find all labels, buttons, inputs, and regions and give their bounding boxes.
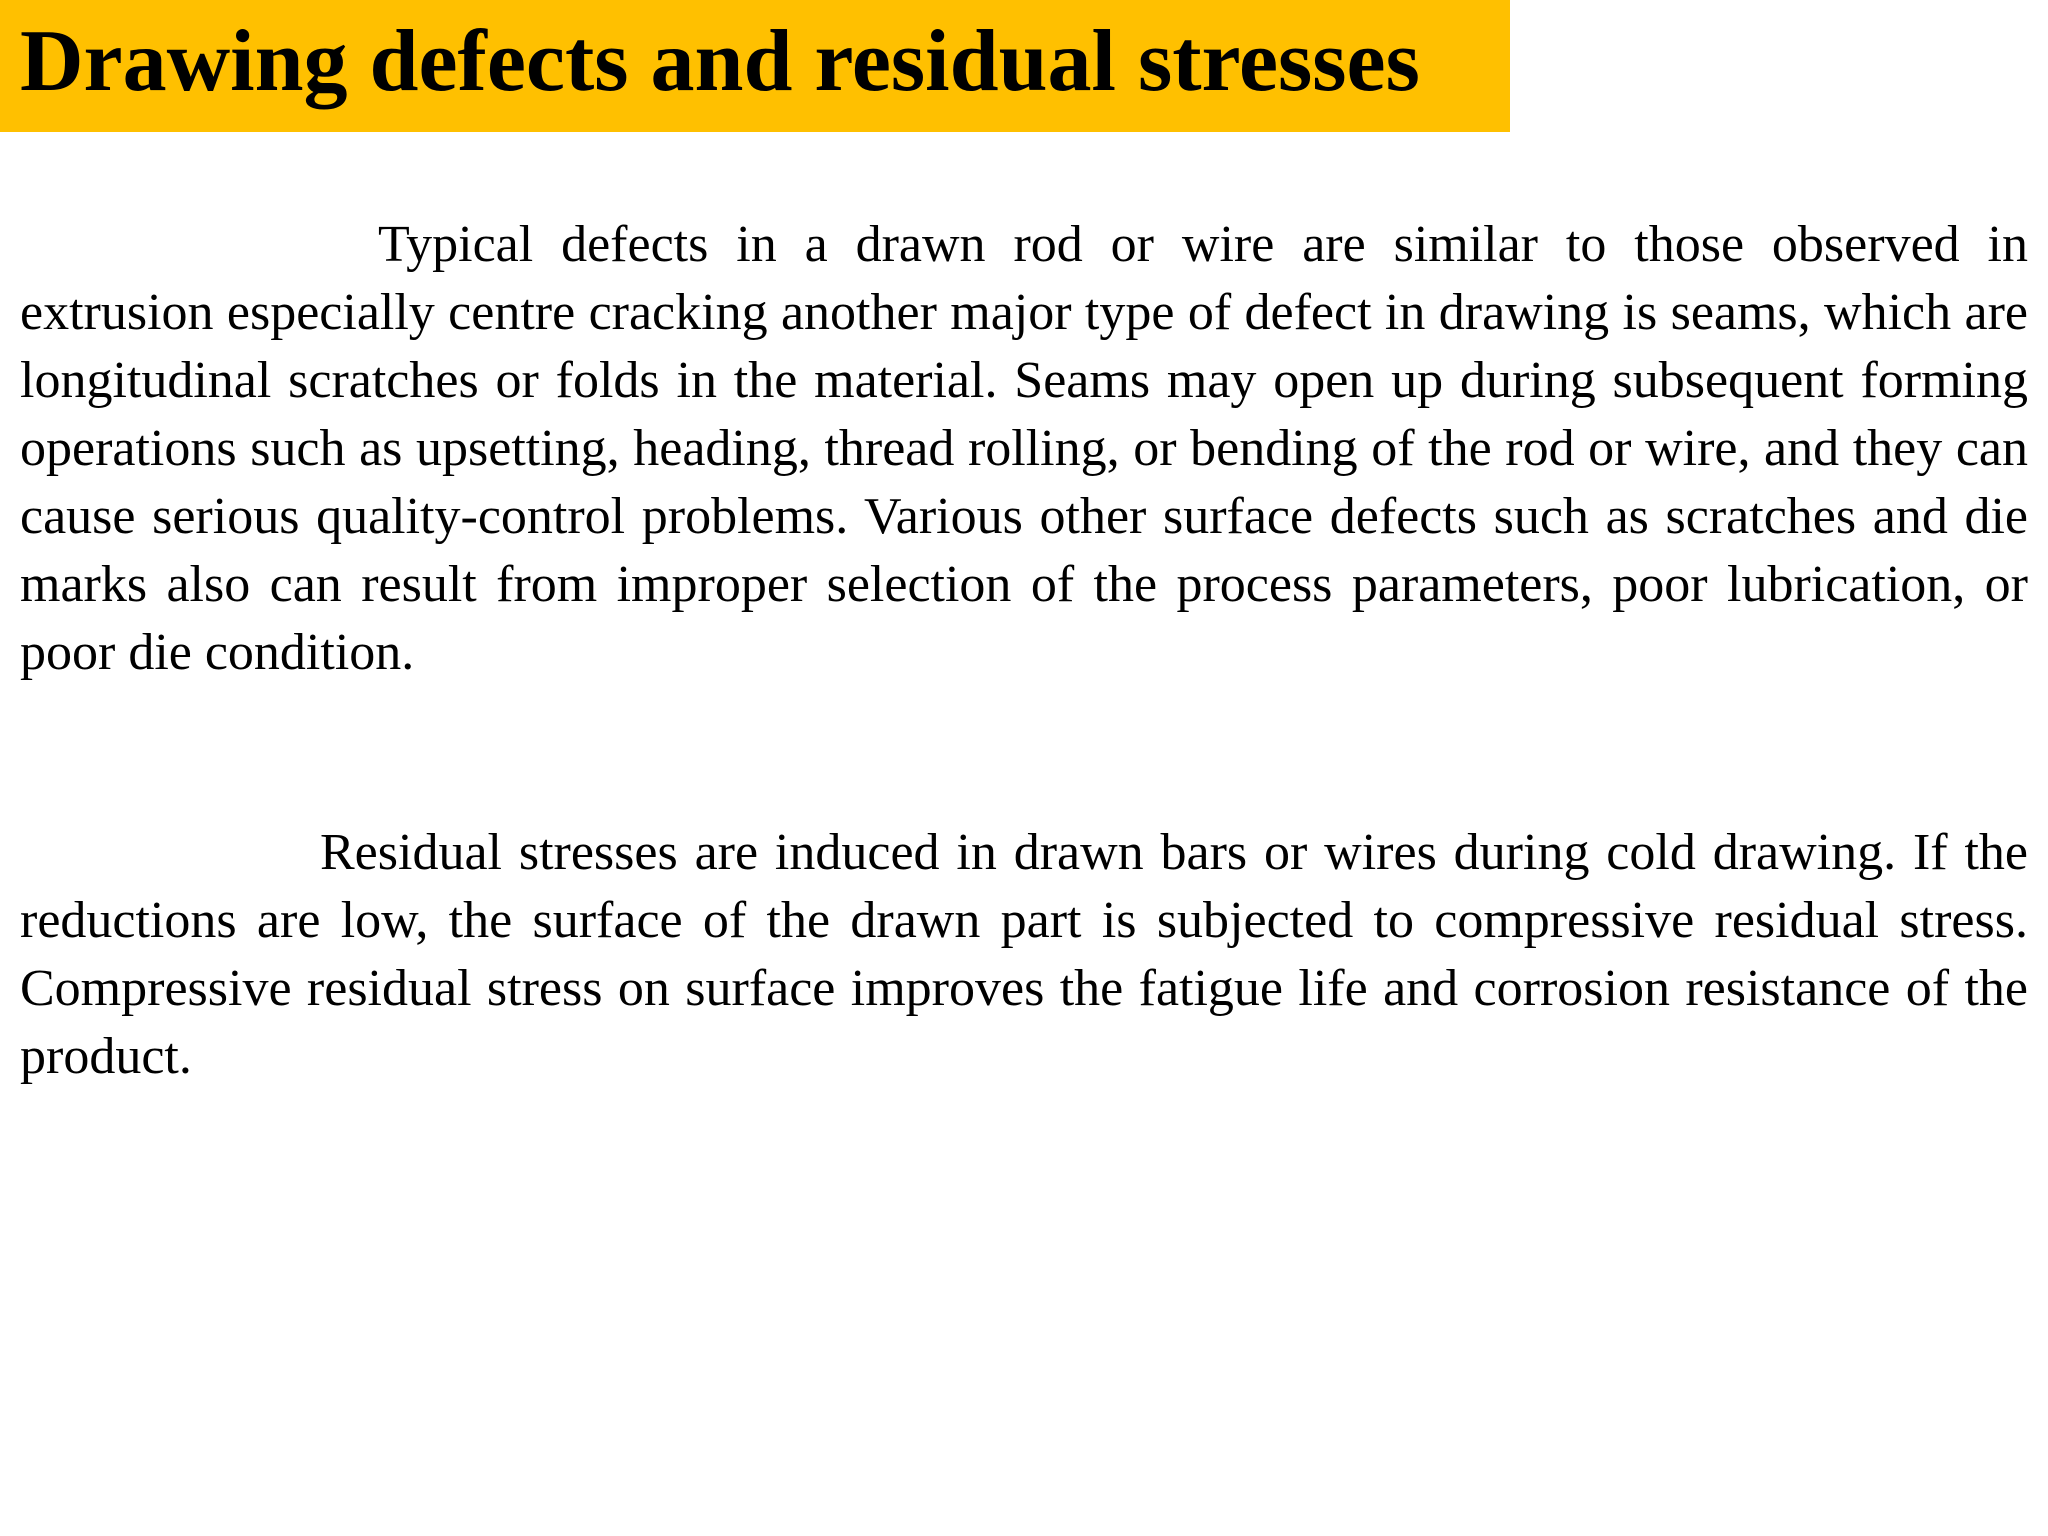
paragraph-residual-stresses: Residual stresses are induced in drawn bars or wires during cold drawing. If the reductions are low, the surface of the drawn part is subjected to compressive residual stress. Compressive residual stress on surface improves the fatigue life and corrosion resistance of the product. — [20, 824, 2028, 1085]
slide-title: Drawing defects and residual stresses — [20, 13, 1420, 110]
paragraph-drawing-defects: Typical defects in a drawn rod or wire are similar to those observed in extrusion especially centre cracking another major type of defect in drawing is seams, which are longitudinal scratches or folds in the material. Seams may open up during subsequent forming operations such as upsetting, heading, thread rolling, or bending of the rod or wire, and they can cause serious quality-control problems. Various other surface defects such as scratches and die marks also can result from improper selection of the process parameters, poor lubrication, or poor die condition. — [20, 216, 2028, 681]
title-banner — [0, 0, 1510, 132]
